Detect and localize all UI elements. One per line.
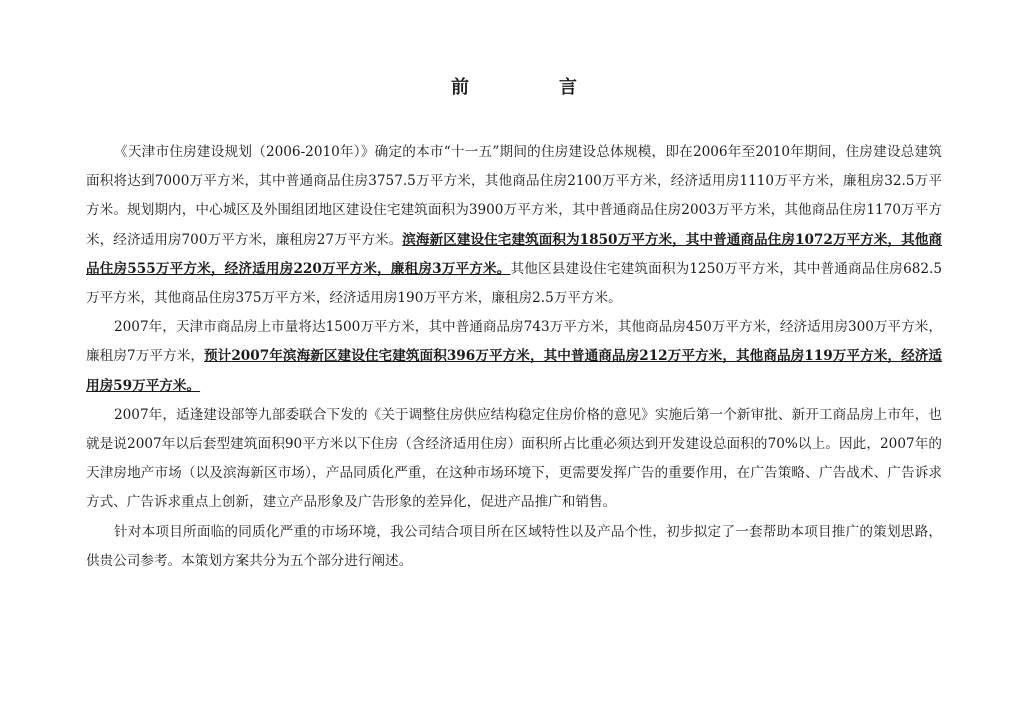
paragraph-4 <box>86 518 942 576</box>
paragraph-1-text-a: 《天津市住房建设规划（2006-2010年）》确定的本市“十一五”期间的住房建设总体规模，即在2006年至2010年期间，住房建设总建筑面积将达到7000万平方米，其中普通商品住房3757.5万平方米，其他商品住房2100万平方米，经济适用房1110万平方米，廉租房32.5万平方米。规划期内，中心城区及外围组团地区建设住宅建筑面积为3900万平方米，其中普通商品住房2003万平方米，其他商品住房1170万平方米，经济适用房700万平方米，廉租房27万平方米。 <box>86 144 942 248</box>
page-title: 前 言 <box>451 77 613 98</box>
paragraph-1 <box>86 138 942 313</box>
paragraph-1-text-b: 其他区县建设住宅建筑面积为1250万平方米，其中普通商品住房682.5万平方米，其他商品住房375万平方米，经济适用房190万平方米，廉租房2.5万平方米。 <box>86 260 942 307</box>
paragraph-3 <box>86 401 942 518</box>
paragraph-1-emphasis: 滨海新区建设住宅建筑面积为1850万平方米，其中普通商品住房1072万平方米，其他商品住房555万平方米，经济适用房220万平方米，廉租房3万平方米。 <box>86 231 942 277</box>
document-page <box>86 74 942 576</box>
paragraph-4-text: 针对本项目所面临的同质化严重的市场环境，我公司结合项目所在区域特性以及产品个性，初步拟定了一套帮助本项目推广的策划思路，供贵公司参考。本策划方案共分为五个部分进行阐述。 <box>86 523 942 569</box>
paragraph-2 <box>86 313 942 401</box>
paragraph-2-emphasis: 预计2007年滨海新区建设住宅建筑面积396万平方米，其中普通商品房212万平方米，其他商品房119万平方米，经济适用房59万平方米。 <box>86 348 942 394</box>
paragraph-3-text: 2007年，适逢建设部等九部委联合下发的《关于调整住房供应结构稳定住房价格的意见》实施后第一个新审批、新开工商品房上市年，也就是说2007年以后套型建筑面积90平方米以下住房（含经济适用住房）面积所占比重必须达到开发建设总面积的70%以上。因此，2007年的天津房地产市场（以及滨海新区市场），产品同质化严重，在这种市场环境下，更需要发挥广告的重要作用，在广告策略、广告战术、广告诉求方式、广告诉求重点上创新，建立产品形象及广告形象的差异化，促进产品推广和销售。 <box>86 406 942 511</box>
paragraph-2-text-a: 2007年，天津市商品房上市量将达1500万平方米，其中普通商品房743万平方米，其他商品房450万平方米，经济适用房300万平方米，廉租房7万平方米， <box>86 319 942 365</box>
